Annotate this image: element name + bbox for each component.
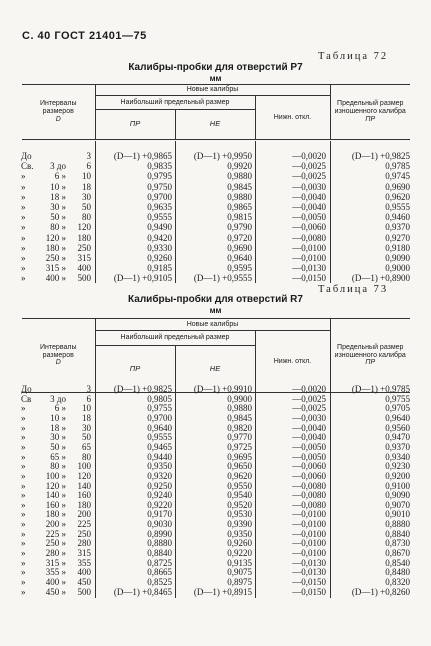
pr-value: (D—1) +0,9105 — [113, 273, 172, 284]
table-72-title: Калибры-пробки для отверстий Р7 — [128, 62, 303, 73]
col-ne-header: НЕ — [175, 346, 255, 393]
interval-to: 315 — [77, 253, 91, 263]
interval-to: 140 — [77, 480, 91, 491]
pr-value: 0,9220 — [147, 499, 172, 510]
interval-to: 6 — [86, 161, 91, 172]
lower-dev-value: —0,0080 — [292, 480, 326, 491]
pr-value: 0,9170 — [147, 509, 172, 520]
interval-from: 18 » — [50, 191, 66, 202]
lower-dev-value: —0,0030 — [292, 181, 326, 192]
pr-value: 0,9250 — [147, 480, 172, 491]
ne-value: (D—1) +0,9950 — [193, 151, 252, 161]
ne-value: 0,9640 — [227, 253, 252, 263]
pr-value: 0,9795 — [147, 171, 172, 182]
col-lower-dev-header: Нижн. откл. — [255, 331, 330, 393]
ne-value: 0,9650 — [227, 461, 252, 472]
interval-to: 3 — [86, 151, 91, 161]
worn-limit-value: 0,8730 — [385, 538, 410, 549]
pr-value: 0,9330 — [147, 242, 172, 253]
pr-value: 0,8725 — [147, 557, 172, 568]
interval-prefix: » — [21, 212, 26, 223]
table-73-label: Таблица 73 — [318, 284, 389, 295]
pr-value: 0,8990 — [147, 528, 172, 539]
interval-from: 355 » — [45, 567, 66, 578]
interval-from: 50 » — [50, 212, 66, 223]
pr-value: 0,8840 — [147, 548, 172, 559]
interval-to: 100 — [77, 461, 91, 472]
worn-limit-value: 0,8880 — [385, 519, 410, 530]
interval-to: 120 — [77, 222, 91, 233]
interval-to: 18 — [82, 412, 91, 423]
interval-to: 280 — [77, 538, 91, 549]
pr-value: 0,9805 — [147, 393, 172, 404]
interval-to: 200 — [77, 509, 91, 520]
lower-dev-value: —0,0150 — [292, 586, 326, 597]
interval-from: 6 » — [54, 171, 66, 182]
col-new-calibers-header: Новые калибры — [95, 85, 330, 96]
worn-limit-value: 0,9755 — [385, 393, 410, 404]
ne-value: 0,9075 — [227, 567, 252, 578]
interval-from: 65 » — [50, 451, 66, 462]
worn-limit-value: 0,9100 — [385, 480, 410, 491]
interval-to: 500 — [77, 273, 91, 284]
col-intervals-header: Интервалы размеров D — [22, 319, 95, 393]
pr-value: (D—1) +0,9865 — [113, 151, 172, 161]
lower-dev-value: —0,0050 — [292, 212, 326, 223]
lower-dev-value: —0,0050 — [292, 441, 326, 452]
interval-to: 18 — [82, 181, 91, 192]
worn-limit-value: 0,9180 — [385, 242, 410, 253]
interval-prefix: » — [21, 586, 26, 597]
interval-from: 180 » — [45, 242, 66, 253]
interval-to: 355 — [77, 557, 91, 568]
interval-from: 80 » — [50, 222, 66, 233]
worn-limit-value: 0,9010 — [385, 509, 410, 520]
table-72-unit: мм — [209, 74, 222, 83]
worn-limit-value: 0,9745 — [385, 171, 410, 182]
worn-limit-value: 0,9470 — [385, 432, 410, 443]
col-max-size-header: Наибольший предельный размер — [95, 96, 255, 110]
pr-value: (D—1) +0,8465 — [113, 586, 172, 597]
interval-to: 30 — [82, 191, 91, 202]
lower-dev-value: —0,0025 — [292, 403, 326, 414]
worn-limit-value: 0,9000 — [385, 263, 410, 274]
lower-dev-value: —0,0100 — [292, 538, 326, 549]
interval-prefix: » — [21, 509, 26, 520]
interval-prefix: » — [21, 480, 26, 491]
interval-to: 120 — [77, 470, 91, 481]
worn-limit-value: 0,8320 — [385, 577, 410, 587]
ne-value: (D—1) +0,9910 — [193, 384, 252, 394]
worn-limit-value: 0,8540 — [385, 557, 410, 568]
pr-value: 0,9835 — [147, 161, 172, 172]
ne-value: (D—1) +0,8915 — [193, 586, 252, 597]
lower-dev-value: —0,0025 — [292, 161, 326, 172]
interval-to: 80 — [82, 451, 91, 462]
lower-dev-value: —0,0150 — [292, 577, 326, 587]
interval-from: 50 » — [50, 441, 66, 452]
table-row — [0, 273, 431, 284]
interval-from: 200 » — [45, 519, 66, 530]
table-72-header — [22, 84, 410, 140]
worn-limit-value: 0,9705 — [385, 403, 410, 414]
ne-value: 0,9720 — [227, 232, 252, 243]
interval-prefix: Св — [21, 393, 32, 404]
lower-dev-value: —0,0150 — [292, 273, 326, 284]
pr-value: 0,9555 — [147, 432, 172, 443]
pr-value: 0,9750 — [147, 181, 172, 192]
lower-dev-value: —0,0100 — [292, 528, 326, 539]
interval-to: 250 — [77, 242, 91, 253]
ne-value: 0,9690 — [227, 242, 252, 253]
worn-limit-value: 0,9370 — [385, 222, 410, 233]
interval-prefix: » — [21, 470, 26, 481]
interval-prefix: » — [21, 403, 26, 414]
interval-from: 80 » — [50, 461, 66, 472]
worn-limit-value: 0,9090 — [385, 253, 410, 263]
interval-to: 315 — [77, 548, 91, 559]
lower-dev-value: —0,0080 — [292, 499, 326, 510]
pr-value: 0,9700 — [147, 191, 172, 202]
interval-from: 100 » — [45, 470, 66, 481]
interval-to: 50 — [82, 202, 91, 212]
interval-prefix: » — [21, 422, 26, 433]
interval-to: 6 — [86, 393, 91, 404]
ne-value: 0,9530 — [227, 509, 252, 520]
interval-from: 3 до — [50, 393, 66, 404]
table-73-unit: мм — [209, 306, 222, 315]
lower-dev-value: —0,0040 — [292, 422, 326, 433]
interval-to: 180 — [77, 499, 91, 510]
interval-from: 400 » — [45, 273, 66, 284]
interval-to: 80 — [82, 212, 91, 223]
ne-value: 0,9845 — [227, 412, 252, 423]
lower-dev-value: —0,0040 — [292, 191, 326, 202]
interval-prefix: » — [21, 557, 26, 568]
worn-limit-value: 0,8840 — [385, 528, 410, 539]
ne-value: 0,9820 — [227, 422, 252, 433]
lower-dev-value: —0,0100 — [292, 253, 326, 263]
pr-value: 0,8665 — [147, 567, 172, 578]
ne-value: 0,9550 — [227, 480, 252, 491]
pr-value: 0,9700 — [147, 412, 172, 423]
lower-dev-value: —0,0025 — [292, 393, 326, 404]
pr-value: 0,8525 — [147, 577, 172, 587]
interval-prefix: » — [21, 490, 26, 501]
pr-value: 0,9465 — [147, 441, 172, 452]
worn-limit-value: 0,8480 — [385, 567, 410, 578]
interval-to: 500 — [77, 586, 91, 597]
interval-prefix: » — [21, 273, 26, 284]
lower-dev-value: —0,0080 — [292, 490, 326, 501]
interval-prefix: » — [21, 577, 26, 587]
lower-dev-value: —0,0130 — [292, 557, 326, 568]
ne-value: (D—1) +0,9555 — [193, 273, 252, 284]
worn-limit-value: 0,9070 — [385, 499, 410, 510]
interval-from: 315 » — [45, 263, 66, 274]
col-intervals-header: Интервалы размеров D — [22, 85, 95, 140]
pr-value: 0,9555 — [147, 212, 172, 223]
pr-value: 0,9350 — [147, 461, 172, 472]
worn-limit-value: (D—1) +0,9785 — [351, 384, 410, 394]
col-ne-header: НЕ — [175, 110, 255, 140]
ne-value: 0,9920 — [227, 161, 252, 172]
worn-limit-value: 0,9370 — [385, 441, 410, 452]
interval-prefix: » — [21, 232, 26, 243]
interval-from: 450 » — [45, 586, 66, 597]
page-header: С. 40 ГОСТ 21401—75 — [22, 30, 147, 42]
pr-value: 0,9640 — [147, 422, 172, 433]
worn-limit-value: 0,8670 — [385, 548, 410, 559]
pr-value: 0,9440 — [147, 451, 172, 462]
interval-prefix: » — [21, 461, 26, 472]
interval-from: 250 » — [45, 538, 66, 549]
ne-value: 0,9790 — [227, 222, 252, 233]
interval-to: 10 — [82, 403, 91, 414]
lower-dev-value: —0,0100 — [292, 242, 326, 253]
pr-value: 0,9260 — [147, 253, 172, 263]
interval-to: 50 — [82, 432, 91, 443]
interval-from: 250 » — [45, 253, 66, 263]
interval-to: 225 — [77, 519, 91, 530]
lower-dev-value: —0,0060 — [292, 461, 326, 472]
ne-value: 0,9260 — [227, 538, 252, 549]
interval-from: 120 » — [45, 232, 66, 243]
worn-limit-value: 0,9785 — [385, 161, 410, 172]
interval-to: 160 — [77, 490, 91, 501]
worn-limit-value: (D—1) +0,8900 — [351, 273, 410, 284]
ne-value: 0,9815 — [227, 212, 252, 223]
interval-prefix: » — [21, 519, 26, 530]
lower-dev-value: —0,0100 — [292, 509, 326, 520]
interval-prefix: До — [21, 151, 32, 161]
pr-value: 0,9490 — [147, 222, 172, 233]
interval-prefix: » — [21, 548, 26, 559]
lower-dev-value: —0,0025 — [292, 171, 326, 182]
interval-prefix: » — [21, 263, 26, 274]
worn-limit-value: (D—1) +0,8260 — [351, 586, 410, 597]
interval-prefix: » — [21, 202, 26, 212]
worn-limit-value: 0,9620 — [385, 191, 410, 202]
worn-limit-value: 0,9560 — [385, 422, 410, 433]
interval-prefix: » — [21, 412, 26, 423]
interval-from: 3 до — [50, 161, 66, 172]
interval-to: 3 — [86, 384, 91, 394]
worn-limit-value: 0,9555 — [385, 202, 410, 212]
interval-to: 400 — [77, 263, 91, 274]
interval-prefix: » — [21, 441, 26, 452]
col-worn-limit-header: Предельный размер изношенного калибра ПР — [330, 319, 410, 393]
interval-from: 10 » — [50, 181, 66, 192]
interval-prefix: » — [21, 432, 26, 443]
interval-prefix: » — [21, 253, 26, 263]
lower-dev-value: —0,0130 — [292, 263, 326, 274]
lower-dev-value: —0,0020 — [292, 151, 326, 161]
interval-from: 6 » — [54, 403, 66, 414]
interval-prefix: До — [21, 384, 32, 394]
interval-from: 180 » — [45, 509, 66, 520]
ne-value: 0,9845 — [227, 181, 252, 192]
col-pr-header: ПР — [95, 346, 175, 393]
ne-value: 0,9390 — [227, 519, 252, 530]
worn-limit-value: 0,9690 — [385, 181, 410, 192]
pr-value: 0,9635 — [147, 202, 172, 212]
col-max-size-header: Наибольший предельный размер — [95, 331, 255, 346]
interval-from: 280 » — [45, 548, 66, 559]
col-worn-limit-header: Предельный размер изношенного калибра ПР — [330, 85, 410, 140]
interval-prefix: » — [21, 528, 26, 539]
interval-from: 10 » — [50, 412, 66, 423]
table-73-body — [0, 384, 431, 598]
pr-value: 0,8880 — [147, 538, 172, 549]
table-72-body — [0, 151, 431, 283]
ne-value: 0,9520 — [227, 499, 252, 510]
worn-limit-value: 0,9340 — [385, 451, 410, 462]
pr-value: 0,9240 — [147, 490, 172, 501]
worn-limit-value: 0,9200 — [385, 470, 410, 481]
interval-to: 30 — [82, 422, 91, 433]
lower-dev-value: —0,0130 — [292, 567, 326, 578]
interval-to: 250 — [77, 528, 91, 539]
ne-value: 0,9880 — [227, 403, 252, 414]
interval-prefix: » — [21, 181, 26, 192]
interval-prefix: » — [21, 451, 26, 462]
ne-value: 0,9770 — [227, 432, 252, 443]
lower-dev-value: —0,0030 — [292, 412, 326, 423]
ne-value: 0,9865 — [227, 202, 252, 212]
interval-from: 160 » — [45, 499, 66, 510]
lower-dev-value: —0,0040 — [292, 202, 326, 212]
lower-dev-value: —0,0080 — [292, 232, 326, 243]
worn-limit-value: 0,9270 — [385, 232, 410, 243]
col-lower-dev-header: Нижн. откл. — [255, 96, 330, 140]
lower-dev-value: —0,0020 — [292, 384, 326, 394]
ne-value: 0,9725 — [227, 441, 252, 452]
interval-from: 315 » — [45, 557, 66, 568]
worn-limit-value: (D—1) +0,9825 — [351, 151, 410, 161]
interval-from: 30 » — [50, 432, 66, 443]
pr-value: 0,9030 — [147, 519, 172, 530]
interval-from: 400 » — [45, 577, 66, 587]
table-73-header — [22, 318, 410, 393]
worn-limit-value: 0,9090 — [385, 490, 410, 501]
interval-from: 225 » — [45, 528, 66, 539]
pr-value: (D—1) +0,9825 — [113, 384, 172, 394]
interval-from: 18 » — [50, 422, 66, 433]
interval-from: 140 » — [45, 490, 66, 501]
interval-to: 450 — [77, 577, 91, 587]
worn-limit-value: 0,9640 — [385, 412, 410, 423]
interval-prefix: » — [21, 171, 26, 182]
ne-value: 0,9350 — [227, 528, 252, 539]
col-pr-header: ПР — [95, 110, 175, 140]
ne-value: 0,8975 — [227, 577, 252, 587]
ne-value: 0,9880 — [227, 171, 252, 182]
interval-prefix: » — [21, 567, 26, 578]
interval-to: 10 — [82, 171, 91, 182]
interval-prefix: Св. — [21, 161, 34, 172]
interval-from: 30 » — [50, 202, 66, 212]
ne-value: 0,9695 — [227, 451, 252, 462]
lower-dev-value: —0,0100 — [292, 548, 326, 559]
table-73-title: Калибры-пробки для отверстий R7 — [128, 294, 303, 305]
table-row — [0, 587, 431, 598]
interval-from: 120 » — [45, 480, 66, 491]
interval-prefix: » — [21, 538, 26, 549]
ne-value: 0,9595 — [227, 263, 252, 274]
worn-limit-value: 0,9230 — [385, 461, 410, 472]
lower-dev-value: —0,0060 — [292, 470, 326, 481]
pr-value: 0,9320 — [147, 470, 172, 481]
interval-prefix: » — [21, 191, 26, 202]
interval-to: 65 — [82, 441, 91, 452]
worn-limit-value: 0,9460 — [385, 212, 410, 223]
lower-dev-value: —0,0040 — [292, 432, 326, 443]
pr-value: 0,9185 — [147, 263, 172, 274]
lower-dev-value: —0,0100 — [292, 519, 326, 530]
interval-to: 400 — [77, 567, 91, 578]
lower-dev-value: —0,0050 — [292, 451, 326, 462]
pr-value: 0,9755 — [147, 403, 172, 414]
table-72-label: Таблица 72 — [318, 51, 389, 62]
ne-value: 0,9135 — [227, 557, 252, 568]
ne-value: 0,9540 — [227, 490, 252, 501]
pr-value: 0,9420 — [147, 232, 172, 243]
ne-value: 0,9880 — [227, 191, 252, 202]
col-new-calibers-header: Новые калибры — [95, 319, 330, 331]
lower-dev-value: —0,0060 — [292, 222, 326, 233]
interval-prefix: » — [21, 222, 26, 233]
interval-prefix: » — [21, 499, 26, 510]
interval-prefix: » — [21, 242, 26, 253]
ne-value: 0,9620 — [227, 470, 252, 481]
interval-to: 180 — [77, 232, 91, 243]
ne-value: 0,9900 — [227, 393, 252, 404]
ne-value: 0,9220 — [227, 548, 252, 559]
